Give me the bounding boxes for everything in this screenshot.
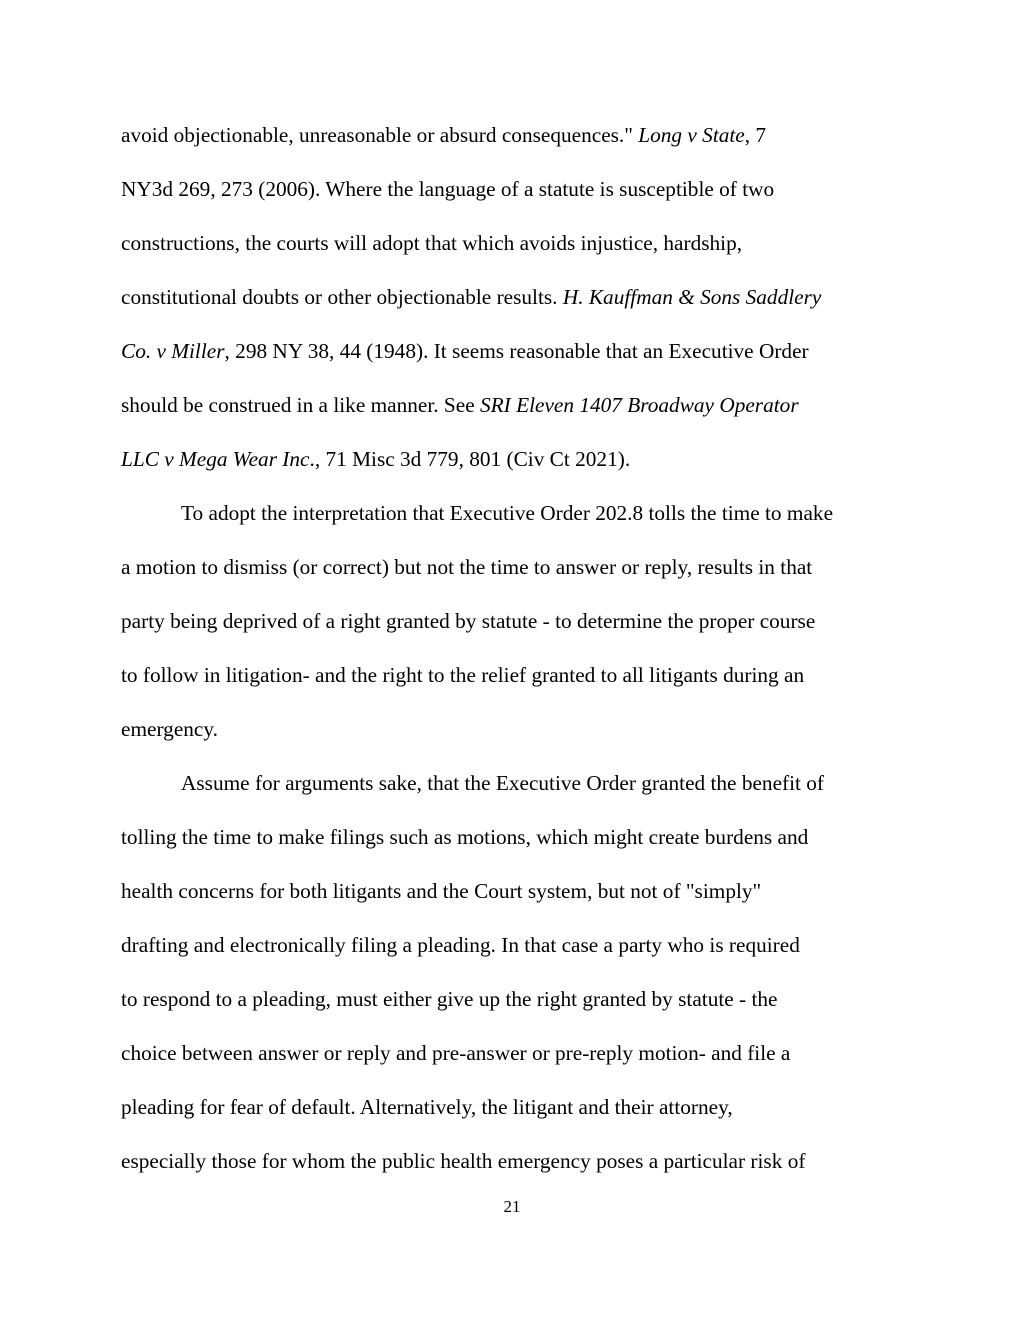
text-line — [121, 553, 812, 581]
text-segment: constructions, the courts will adopt that which avoids injustice, hardship, — [121, 231, 743, 255]
text-line — [121, 1147, 805, 1175]
text-segment: To adopt the interpretation that Executive Order 202.8 tolls the time to make — [181, 501, 834, 525]
text-segment: to follow in litigation- and the right to the relief granted to all litigants during an — [121, 663, 805, 687]
text-segment: choice between answer or reply and pre-answer or pre-reply motion- and file a — [121, 1041, 791, 1065]
text-segment: especially those for whom the public health emergency poses a particular risk of — [121, 1149, 806, 1173]
text-segment: a motion to dismiss (or correct) but not the time to answer or reply, results in that — [121, 555, 813, 579]
text-line — [121, 607, 815, 635]
page-number: 21 — [503, 1197, 521, 1216]
case-citation: H. Kauffman & Sons Saddlery — [562, 285, 822, 309]
case-citation: LLC v Mega Wear Inc — [121, 447, 310, 471]
text-line — [121, 175, 774, 203]
case-citation: Long v State — [638, 123, 745, 147]
text-line — [121, 823, 808, 851]
case-citation: SRI Eleven 1407 Broadway Operator — [480, 393, 799, 417]
text-segment: NY3d 269, 273 (2006). Where the language of a statute is susceptible of two — [121, 177, 775, 201]
text-line — [121, 931, 800, 959]
text-line — [121, 1039, 790, 1067]
text-segment: avoid objectionable, unreasonable or absurd consequences." — [121, 123, 639, 147]
text-line — [181, 499, 833, 527]
case-citation: Co. v Miller — [121, 339, 225, 363]
text-line — [121, 121, 766, 149]
text-line — [181, 769, 824, 797]
text-line — [121, 661, 804, 689]
text-segment: pleading for fear of default. Alternatively, the litigant and their attorney, — [121, 1095, 733, 1119]
text-line — [121, 877, 761, 905]
text-line — [121, 283, 821, 311]
text-segment: constitutional doubts or other objectionable results. — [121, 285, 563, 309]
text-segment: Assume for arguments sake, that the Executive Order granted the benefit of — [181, 771, 825, 795]
text-segment: emergency. — [121, 717, 218, 741]
text-line — [121, 985, 778, 1013]
text-segment: , 298 NY 38, 44 (1948). It seems reasonable that an Executive Order — [224, 339, 809, 363]
text-line — [121, 715, 218, 743]
text-segment: to respond to a pleading, must either give up the right granted by statute - the — [121, 987, 778, 1011]
text-line — [121, 391, 799, 419]
text-line — [121, 337, 809, 365]
text-line — [121, 445, 630, 473]
text-segment: ., 71 Misc 3d 779, 801 (Civ Ct 2021). — [309, 447, 631, 471]
text-segment: should be construed in a like manner. See — [121, 393, 480, 417]
text-segment: drafting and electronically filing a pleading. In that case a party who is required — [121, 933, 800, 957]
text-line — [121, 229, 742, 257]
text-segment: party being deprived of a right granted by statute - to determine the proper course — [121, 609, 816, 633]
text-segment: tolling the time to make filings such as motions, which might create burdens and — [121, 825, 809, 849]
text-segment: health concerns for both litigants and the Court system, but not of "simply" — [121, 879, 762, 903]
text-segment: , 7 — [744, 123, 767, 147]
text-line — [121, 1093, 733, 1121]
